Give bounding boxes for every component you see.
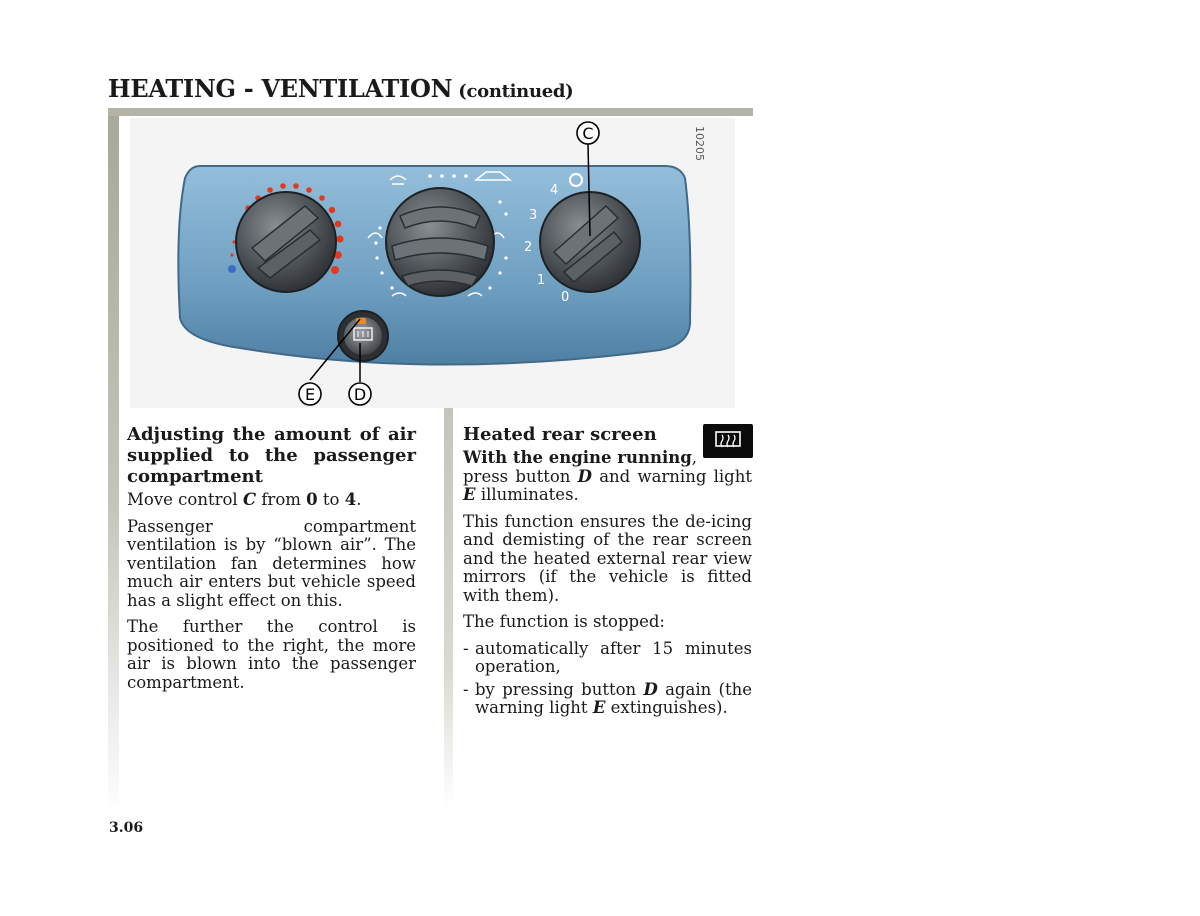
control-panel-illustration <box>130 118 735 408</box>
right-paragraph-1 <box>463 449 752 505</box>
fan-from-value: 0 <box>306 490 318 509</box>
bullet-dash: - <box>463 679 469 699</box>
fan-scale-3: 3 <box>529 208 538 223</box>
svg-text:D: D <box>353 385 367 404</box>
heating-control-panel-figure <box>130 118 735 408</box>
right-paragraph-2: This function ensures the de-icing and demisting of the rear screen and the heated external rear view mirrors (if the vehicle is fitted with them). <box>463 511 752 605</box>
text-run: to <box>317 490 345 509</box>
light-e-ref: E <box>592 698 606 717</box>
fan-scale-0: 0 <box>561 290 570 305</box>
left-paragraph-1 <box>127 491 416 510</box>
button-d-ref: D <box>643 679 658 699</box>
text-run: extinguishes). <box>605 698 728 717</box>
text-run: illuminates. <box>475 485 579 504</box>
svg-text:E: E <box>304 385 316 404</box>
fan-to-value: 4 <box>344 490 357 509</box>
text-run: press button <box>463 466 578 486</box>
light-e-ref: E <box>463 485 476 504</box>
control-c-ref: C <box>242 490 257 509</box>
bullet-text <box>475 681 752 718</box>
callout-e <box>299 383 321 405</box>
left-paragraph-3: The further the control is positioned to the right, the more air is blown into the passenger compartment. <box>127 617 416 692</box>
lead-bold: With the engine running <box>463 448 692 467</box>
right-paragraph-3: The function is stopped: <box>463 612 665 631</box>
air-distribution-knob[interactable] <box>386 188 494 296</box>
left-column <box>127 424 416 700</box>
text-run: again (the warning light <box>475 679 752 717</box>
text-run: . <box>356 490 362 509</box>
left-paragraph-2: Passenger compartment ventilation is by “blown air”. The ventilation fan determines how much air enters but vehicle speed has a slight effect on this. <box>127 516 416 610</box>
left-margin-rule <box>108 116 119 816</box>
text-run: Move control <box>127 490 243 509</box>
button-d-ref: D <box>577 466 592 486</box>
bullet-text: automatically after 15 minutes operation, <box>475 638 752 676</box>
fan-scale-2: 2 <box>524 240 533 255</box>
page-number: 3.06 <box>109 820 144 836</box>
fan-scale-1: 1 <box>537 273 546 288</box>
page-title-suffix: (continued) <box>458 81 574 102</box>
callout-c <box>577 122 599 144</box>
right-heading: Heated rear screen <box>463 424 657 445</box>
page-title <box>108 74 573 103</box>
temperature-knob[interactable] <box>236 192 336 292</box>
fan-scale-4: 4 <box>550 183 559 198</box>
page-title-text: HEATING - VENTILATION <box>108 74 453 103</box>
top-rule <box>108 108 753 116</box>
callout-d <box>349 383 371 405</box>
list-item <box>463 640 752 677</box>
list-item <box>463 681 752 718</box>
left-heading: Adjusting the amount of air supplied to the passenger compartment <box>127 424 416 487</box>
text-run: from <box>256 490 307 509</box>
text-run: by pressing button <box>475 679 644 699</box>
text-run: , <box>691 448 698 467</box>
bullet-dash: - <box>463 638 469 658</box>
svg-text:C: C <box>582 124 594 143</box>
figure-reference-code: 10205 <box>693 126 706 161</box>
right-column <box>463 424 752 722</box>
text-run: and warning light <box>591 466 753 486</box>
column-divider <box>444 408 453 808</box>
cold-dot <box>228 265 236 273</box>
